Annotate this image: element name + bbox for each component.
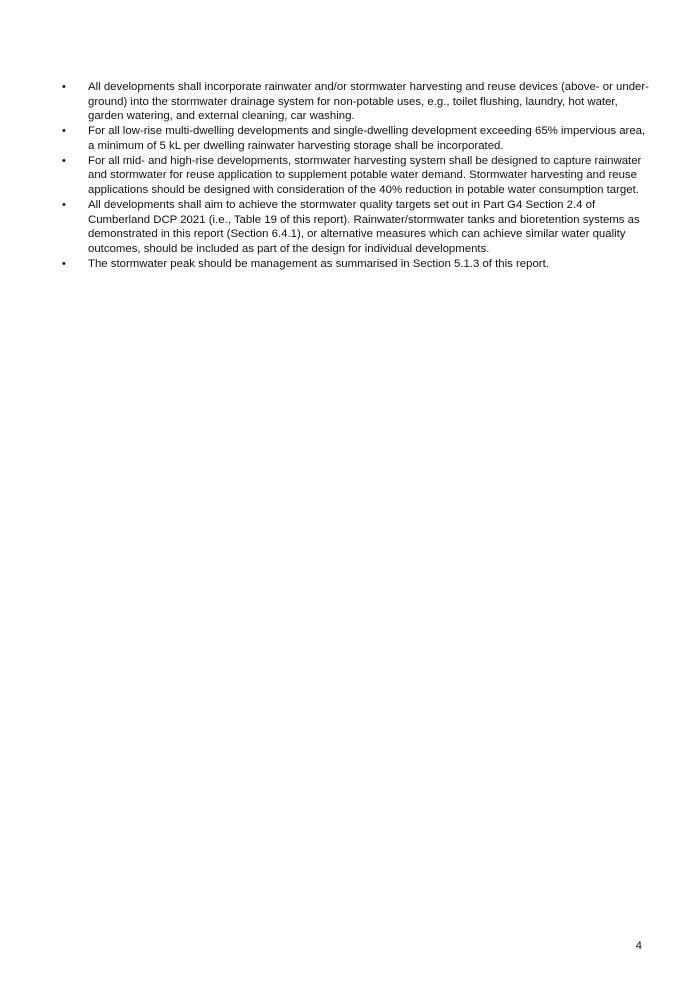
bullet-text-harvesting-devices: All developments shall incorporate rainwater and/or stormwater harvesting and reuse devices (above- or under-ground) into the stormwater drainage system for non-potable uses, e.g., toilet flushing, laundry, hot water, garden watering, and external cleaning, car washing. [88, 81, 649, 123]
page-number: 4 [635, 940, 642, 952]
bullet-text-quality-targets: All developments shall aim to achieve the stormwater quality targets set out in Part G4 Section 2.4 of Cumberland DCP 2021 (i.e., Table 19 of this report). Rainwater/stormwater tanks and bioretention systems as demonstrated in this report (Section 6.4.1), or alternative measures which can achieve similar water quality outcomes, should be included as part of the design for individual developments. [88, 198, 640, 255]
bullet-symbol: • [62, 154, 66, 167]
bullet-symbol: • [62, 198, 66, 211]
bullet-item-4 [60, 198, 650, 256]
bullet-item-2 [60, 124, 650, 153]
bullet-item-5 [60, 257, 650, 272]
bullet-symbol: • [62, 81, 66, 93]
bullet-text-low-rise-storage: For all low-rise multi-dwelling developments and single-dwelling development exceeding 65% impervious area, a minimum of 5 kL per dwelling rainwater harvesting storage shall be incorporated. [88, 125, 646, 152]
bullet-symbol: • [62, 257, 66, 270]
bullet-item-1 [60, 80, 650, 124]
bullet-text-mid-high-rise: For all mid- and high-rise developments, stormwater harvesting system shall be designed to capture rainwater and stormwater for reuse application to supplement potable water demand. Stormwater harvesting and reuse applications should be designed with consideration of the 40% reduction in potable water consumption target. [88, 154, 642, 196]
bullet-symbol: • [62, 125, 66, 138]
requirements-bullet-list [60, 80, 650, 272]
bullet-item-3 [60, 154, 650, 198]
bullet-text-peak-management: The stormwater peak should be management as summarised in Section 5.1.3 of this report. [88, 257, 549, 270]
